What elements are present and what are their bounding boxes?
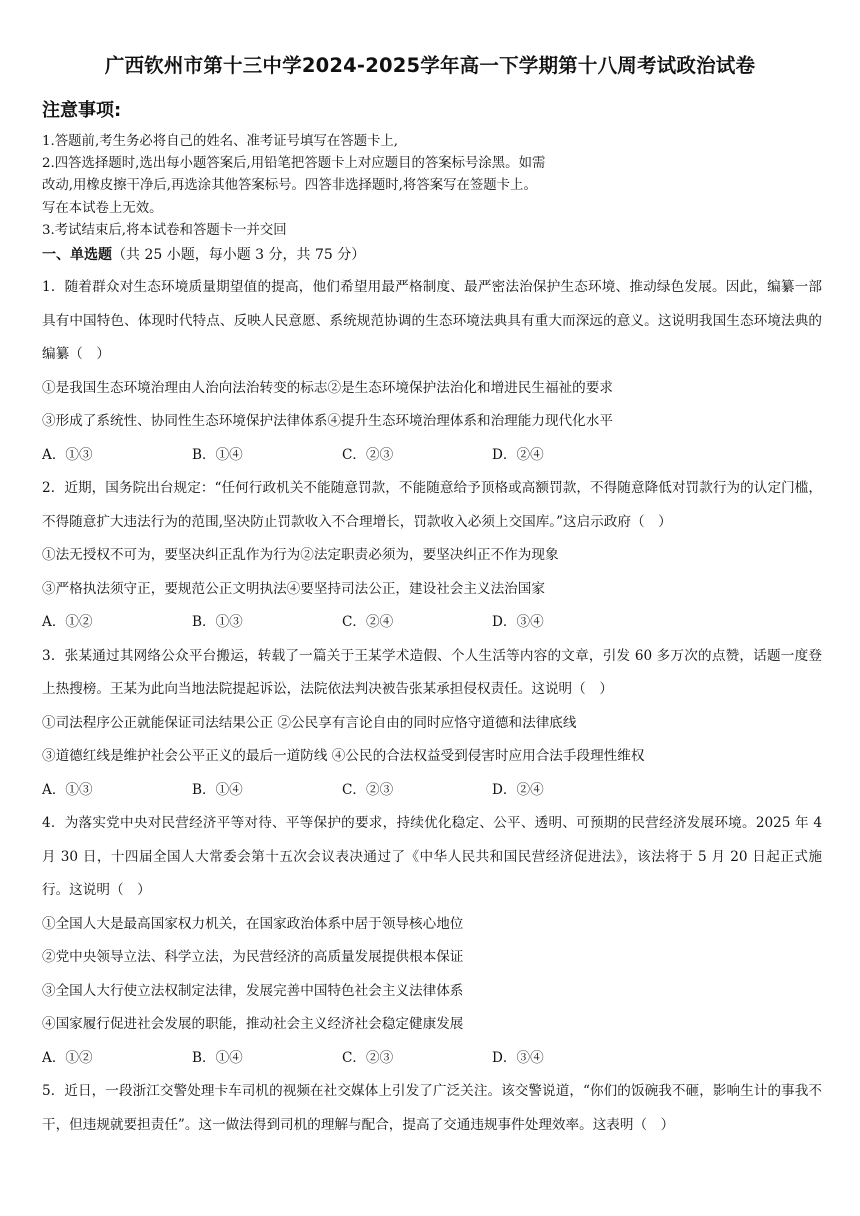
choice-c: C．②③ (342, 781, 394, 798)
question-3 (42, 640, 822, 808)
choice-a: A．①② (42, 614, 93, 630)
question-5 (42, 1075, 822, 1142)
answer-choices (42, 606, 822, 640)
answer-choices (42, 1042, 822, 1076)
choice-a: A．①② (42, 1049, 93, 1066)
answer-choices (42, 439, 822, 473)
question-1 (42, 271, 822, 472)
question-stem: 1．随着群众对生态环境质量期望值的提高，他们希望用最严格制度、最严密法治保护生态环境、推动绿色发展。因此，编纂一部具有中国特色、体现时代特点、反映人民意愿、系统规范协调的生态环境法典具有重大而深远的意义。这说明我国生态环境法典的编纂（ ） (42, 279, 822, 362)
statement-line: ①全国人大是最高国家权力机关，在国家政治体系中居于领导核心地位 (42, 915, 464, 932)
statement-line: ④国家履行促进社会发展的职能，推动社会主义经济社会稳定健康发展 (42, 1016, 464, 1032)
choice-d: D．②④ (492, 446, 544, 463)
notice-list (42, 131, 545, 242)
statement-line: ③形成了系统性、协同性生态环境保护法律体系④提升生态环境治理体系和治理能力现代化水平 (42, 413, 613, 429)
statement-line: ②党中央领导立法、科学立法，为民营经济的高质量发展提供根本保证 (42, 949, 464, 965)
choice-a: A．①③ (42, 781, 93, 798)
notice-line: 3.考试结束后,将本试卷和答题卡一并交回 (42, 222, 287, 238)
notice-line: 改动,用橡皮擦干净后,再选涂其他答案标号。四答非选择题时,将答案写在签题卡上。 (42, 178, 537, 194)
statement-line: ①司法程序公正就能保证司法结果公正 ②公民享有言论自由的同时应恪守道德和法律底线 (42, 714, 577, 731)
question-2 (42, 472, 822, 640)
notice-line: 2.四答选择题时,选出每小题答案后,用铅笔把答题卡上对应题目的答案标号涂黑。如需 (42, 156, 546, 172)
choice-b: B．①④ (192, 446, 243, 463)
answer-choices (42, 774, 822, 808)
choice-c: C．②③ (342, 1049, 394, 1066)
choice-b: B．①④ (192, 1049, 243, 1066)
question-stem: 2．近期，国务院出台规定：“任何行政机关不能随意罚款，不能随意给予顶格或高额罚款，不得随意降低对罚款行为的认定门槛，不得随意扩大违法行为的范围,坚决防止罚款收入不合理增长，罚款收入必须上交国库。”这启示政府（ ） (42, 480, 822, 530)
choice-c: C．②④ (342, 614, 394, 630)
section-heading (42, 244, 365, 264)
question-stem: 4．为落实党中央对民营经济平等对待、平等保护的要求，持续优化稳定、公平、透明、可预期的民营经济发展环境。2025 年 4 月 30 日，十四届全国人大常委会第十五次会议表决通过了《中华人民共和国民营经济促进法》，该法将于 5 月 20 日起正式施行。这说明（ ） (42, 815, 822, 898)
question-list (42, 271, 822, 1142)
choice-d: D．③④ (492, 614, 544, 630)
statement-line: ③全国人大行使立法权制定法律，发展完善中国特色社会主义法律体系 (42, 982, 464, 999)
statement-line: ③道德红线是维护社会公平正义的最后一道防线 ④公民的合法权益受到侵害时应用合法手段理性维权 (42, 748, 645, 764)
notice-heading: 注意事项: (42, 100, 122, 121)
choice-b: B．①③ (192, 614, 243, 630)
choice-d: D．③④ (492, 1049, 544, 1066)
choice-a: A．①③ (42, 446, 93, 463)
question-stem: 3．张某通过其网络公众平台搬运，转载了一篇关于王某学术造假、个人生活等内容的文章，引发 60 多万次的点赞，话题一度登上热搜榜。王某为此向当地法院提起诉讼，法院依法判决被告张某承担侵权责任。这说明（ ） (42, 647, 822, 697)
statement-line: ③严格执法须守正，要规范公正文明执法④要坚持司法公正，建设社会主义法治国家 (42, 580, 545, 597)
question-4 (42, 807, 822, 1075)
section-label: 一、单选题 (42, 247, 112, 263)
notice-line: 1.答题前,考生务必将自己的姓名、准考证号填写在答题卡上, (42, 134, 399, 149)
choice-d: D．②④ (492, 781, 544, 798)
choice-b: B．①④ (192, 781, 243, 798)
section-description: （共 25 小题，每小题 3 分，共 75 分） (112, 247, 366, 263)
question-stem: 5．近日，一段浙江交警处理卡车司机的视频在社交媒体上引发了广泛关注。该交警说道，“你们的饭碗我不砸，影响生计的事我不干，但违规就要担责任”。这一做法得到司机的理解与配合，提高了交通违规事件处理效率。这表明（ ） (42, 1083, 822, 1133)
statement-line: ①法无授权不可为，要坚决纠正乱作为行为②法定职责必须为，要坚决纠正不作为现象 (42, 547, 559, 563)
statement-line: ①是我国生态环境治理由人治向法治转变的标志②是生态环境保护法治化和增进民生福祉的要求 (42, 379, 613, 396)
exam-title: 广西钦州市第十三中学2024-2025学年高一下学期第十八周考试政治试卷 (104, 54, 756, 77)
choice-c: C．②③ (342, 446, 394, 463)
notice-line: 写在本试卷上无效。 (42, 200, 163, 216)
